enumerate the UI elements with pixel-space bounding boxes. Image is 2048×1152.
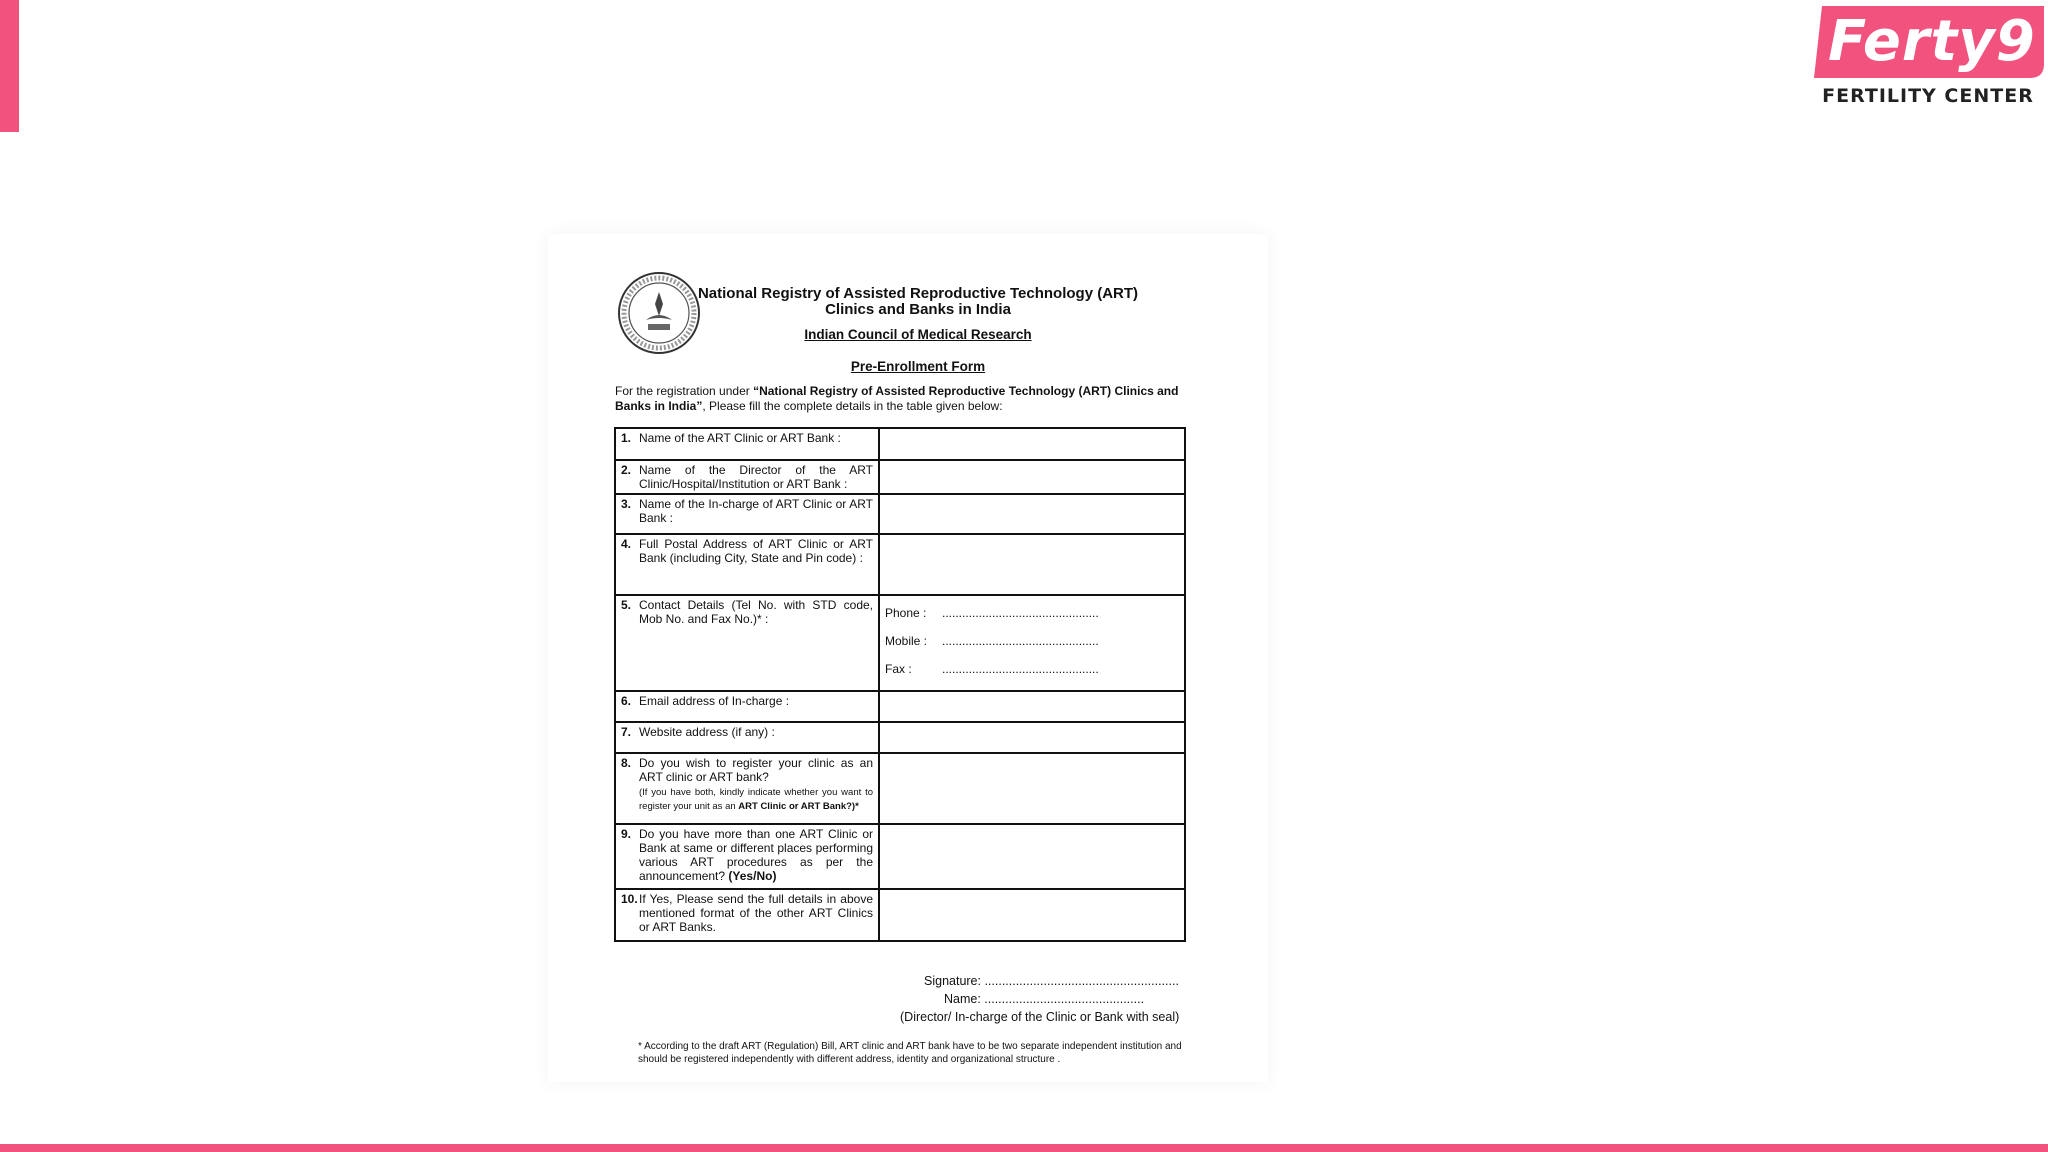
table-row xyxy=(615,824,1185,889)
question-number: 8. xyxy=(621,756,632,770)
intro-suffix: , Please fill the complete details in the table given below: xyxy=(702,399,1003,413)
registry-title-line1: National Registry of Assisted Reproductive Technology (ART) xyxy=(697,285,1139,302)
signature-block xyxy=(888,974,1188,1028)
question-text: Full Postal Address of ART Clinic or ART Bank (including City, State and Pin code) : xyxy=(639,537,873,565)
intro-prefix: For the registration under xyxy=(615,384,754,398)
bottom-accent-bar xyxy=(0,1144,2048,1152)
table-row xyxy=(615,691,1185,722)
question-text: Contact Details (Tel No. with STD code, Mob No. and Fax No.)* : xyxy=(639,598,873,626)
phone-dots: ............................................... xyxy=(942,606,1099,620)
table-row xyxy=(615,753,1185,824)
question-yes-no: (Yes/No) xyxy=(728,869,777,883)
answer-cell-registration-type[interactable] xyxy=(879,753,1185,824)
table-row xyxy=(615,460,1185,494)
question-note-text: (If you have both, kindly indicate whether you want to register your unit as an xyxy=(639,787,873,812)
table-row xyxy=(615,722,1185,753)
answer-cell-contact-details xyxy=(879,595,1185,691)
question-text: Name of the ART Clinic or ART Bank : xyxy=(639,431,841,445)
table-row xyxy=(615,428,1185,460)
question-text: Name of the In-charge of ART Clinic or ART Bank : xyxy=(639,497,873,525)
question-text: Name of the Director of the ART Clinic/Hospital/Institution or ART Bank : xyxy=(639,463,873,491)
question-number: 1. xyxy=(621,431,632,445)
mobile-field[interactable] xyxy=(885,634,1184,662)
organization-name: Indian Council of Medical Research xyxy=(804,327,1032,342)
answer-cell-incharge-name[interactable] xyxy=(879,494,1185,534)
intro-paragraph xyxy=(615,384,1185,414)
phone-field[interactable] xyxy=(885,606,1184,634)
answer-cell-other-details[interactable] xyxy=(879,889,1185,941)
registry-title-line2: Clinics and Banks in India xyxy=(825,301,1011,318)
name-line: Name: .............................................. xyxy=(944,992,1145,1006)
table-row xyxy=(615,889,1185,941)
question-text: Email address of In-charge : xyxy=(639,694,790,708)
phone-label: Phone : xyxy=(885,606,927,620)
logo-tagline: FERTILITY CENTER xyxy=(1822,85,2034,107)
answer-cell-multiple-clinics[interactable] xyxy=(879,824,1185,889)
question-number: 10. xyxy=(621,892,638,906)
mobile-label: Mobile : xyxy=(885,634,928,648)
fax-field[interactable] xyxy=(885,662,1184,690)
question-number: 7. xyxy=(621,725,632,739)
mobile-dots: ............................................... xyxy=(942,634,1099,648)
answer-cell-email[interactable] xyxy=(879,691,1185,722)
fax-label: Fax : xyxy=(885,662,912,676)
signature-line: Signature: ........................................................ xyxy=(924,974,1179,988)
question-text: If Yes, Please send the full details in above mentioned format of the other ART Clinics or ART Banks. xyxy=(639,892,873,934)
table-row xyxy=(615,534,1185,595)
question-number: 4. xyxy=(621,537,632,551)
designation-line: (Director/ In-charge of the Clinic or Bank with seal) xyxy=(900,1010,1180,1024)
question-text: Do you have more than one ART Clinic or Bank at same or different places performing various ART procedures as per the announcement? xyxy=(639,827,873,883)
form-title: Pre-Enrollment Form xyxy=(850,359,986,374)
pre-enrollment-form-document xyxy=(548,234,1268,1082)
question-note-bold: ART Clinic or ART Bank?)* xyxy=(738,801,859,812)
ferty9-logo xyxy=(1808,2,2048,112)
question-text: Website address (if any) : xyxy=(639,725,775,739)
question-number: 9. xyxy=(621,827,632,841)
question-number: 5. xyxy=(621,598,632,612)
table-row xyxy=(615,494,1185,534)
left-accent-bar xyxy=(0,0,19,132)
details-table xyxy=(614,427,1186,942)
intro-registry-name: “National Registry of Assisted Reproductive Technology (ART) Clinics and Banks in India” xyxy=(615,384,1179,413)
question-text: Do you wish to register your clinic as an ART clinic or ART bank? xyxy=(639,756,873,784)
answer-cell-director-name[interactable] xyxy=(879,460,1185,494)
answer-cell-clinic-name[interactable] xyxy=(879,428,1185,460)
question-number: 6. xyxy=(621,694,632,708)
question-number: 2. xyxy=(621,463,632,477)
answer-cell-website[interactable] xyxy=(879,722,1185,753)
form-heading xyxy=(688,286,1148,374)
question-note xyxy=(639,787,873,812)
answer-cell-postal-address[interactable] xyxy=(879,534,1185,595)
logo-wordmark: Ferty9 xyxy=(1828,9,2036,74)
footnote: * According to the draft ART (Regulation) Bill, ART clinic and ART bank have to be two separate independent institution and should be registered independently with different address, identity and organizational structure . xyxy=(638,1041,1182,1065)
question-number: 3. xyxy=(621,497,632,511)
fax-dots: ............................................... xyxy=(942,662,1099,676)
table-row xyxy=(615,595,1185,691)
